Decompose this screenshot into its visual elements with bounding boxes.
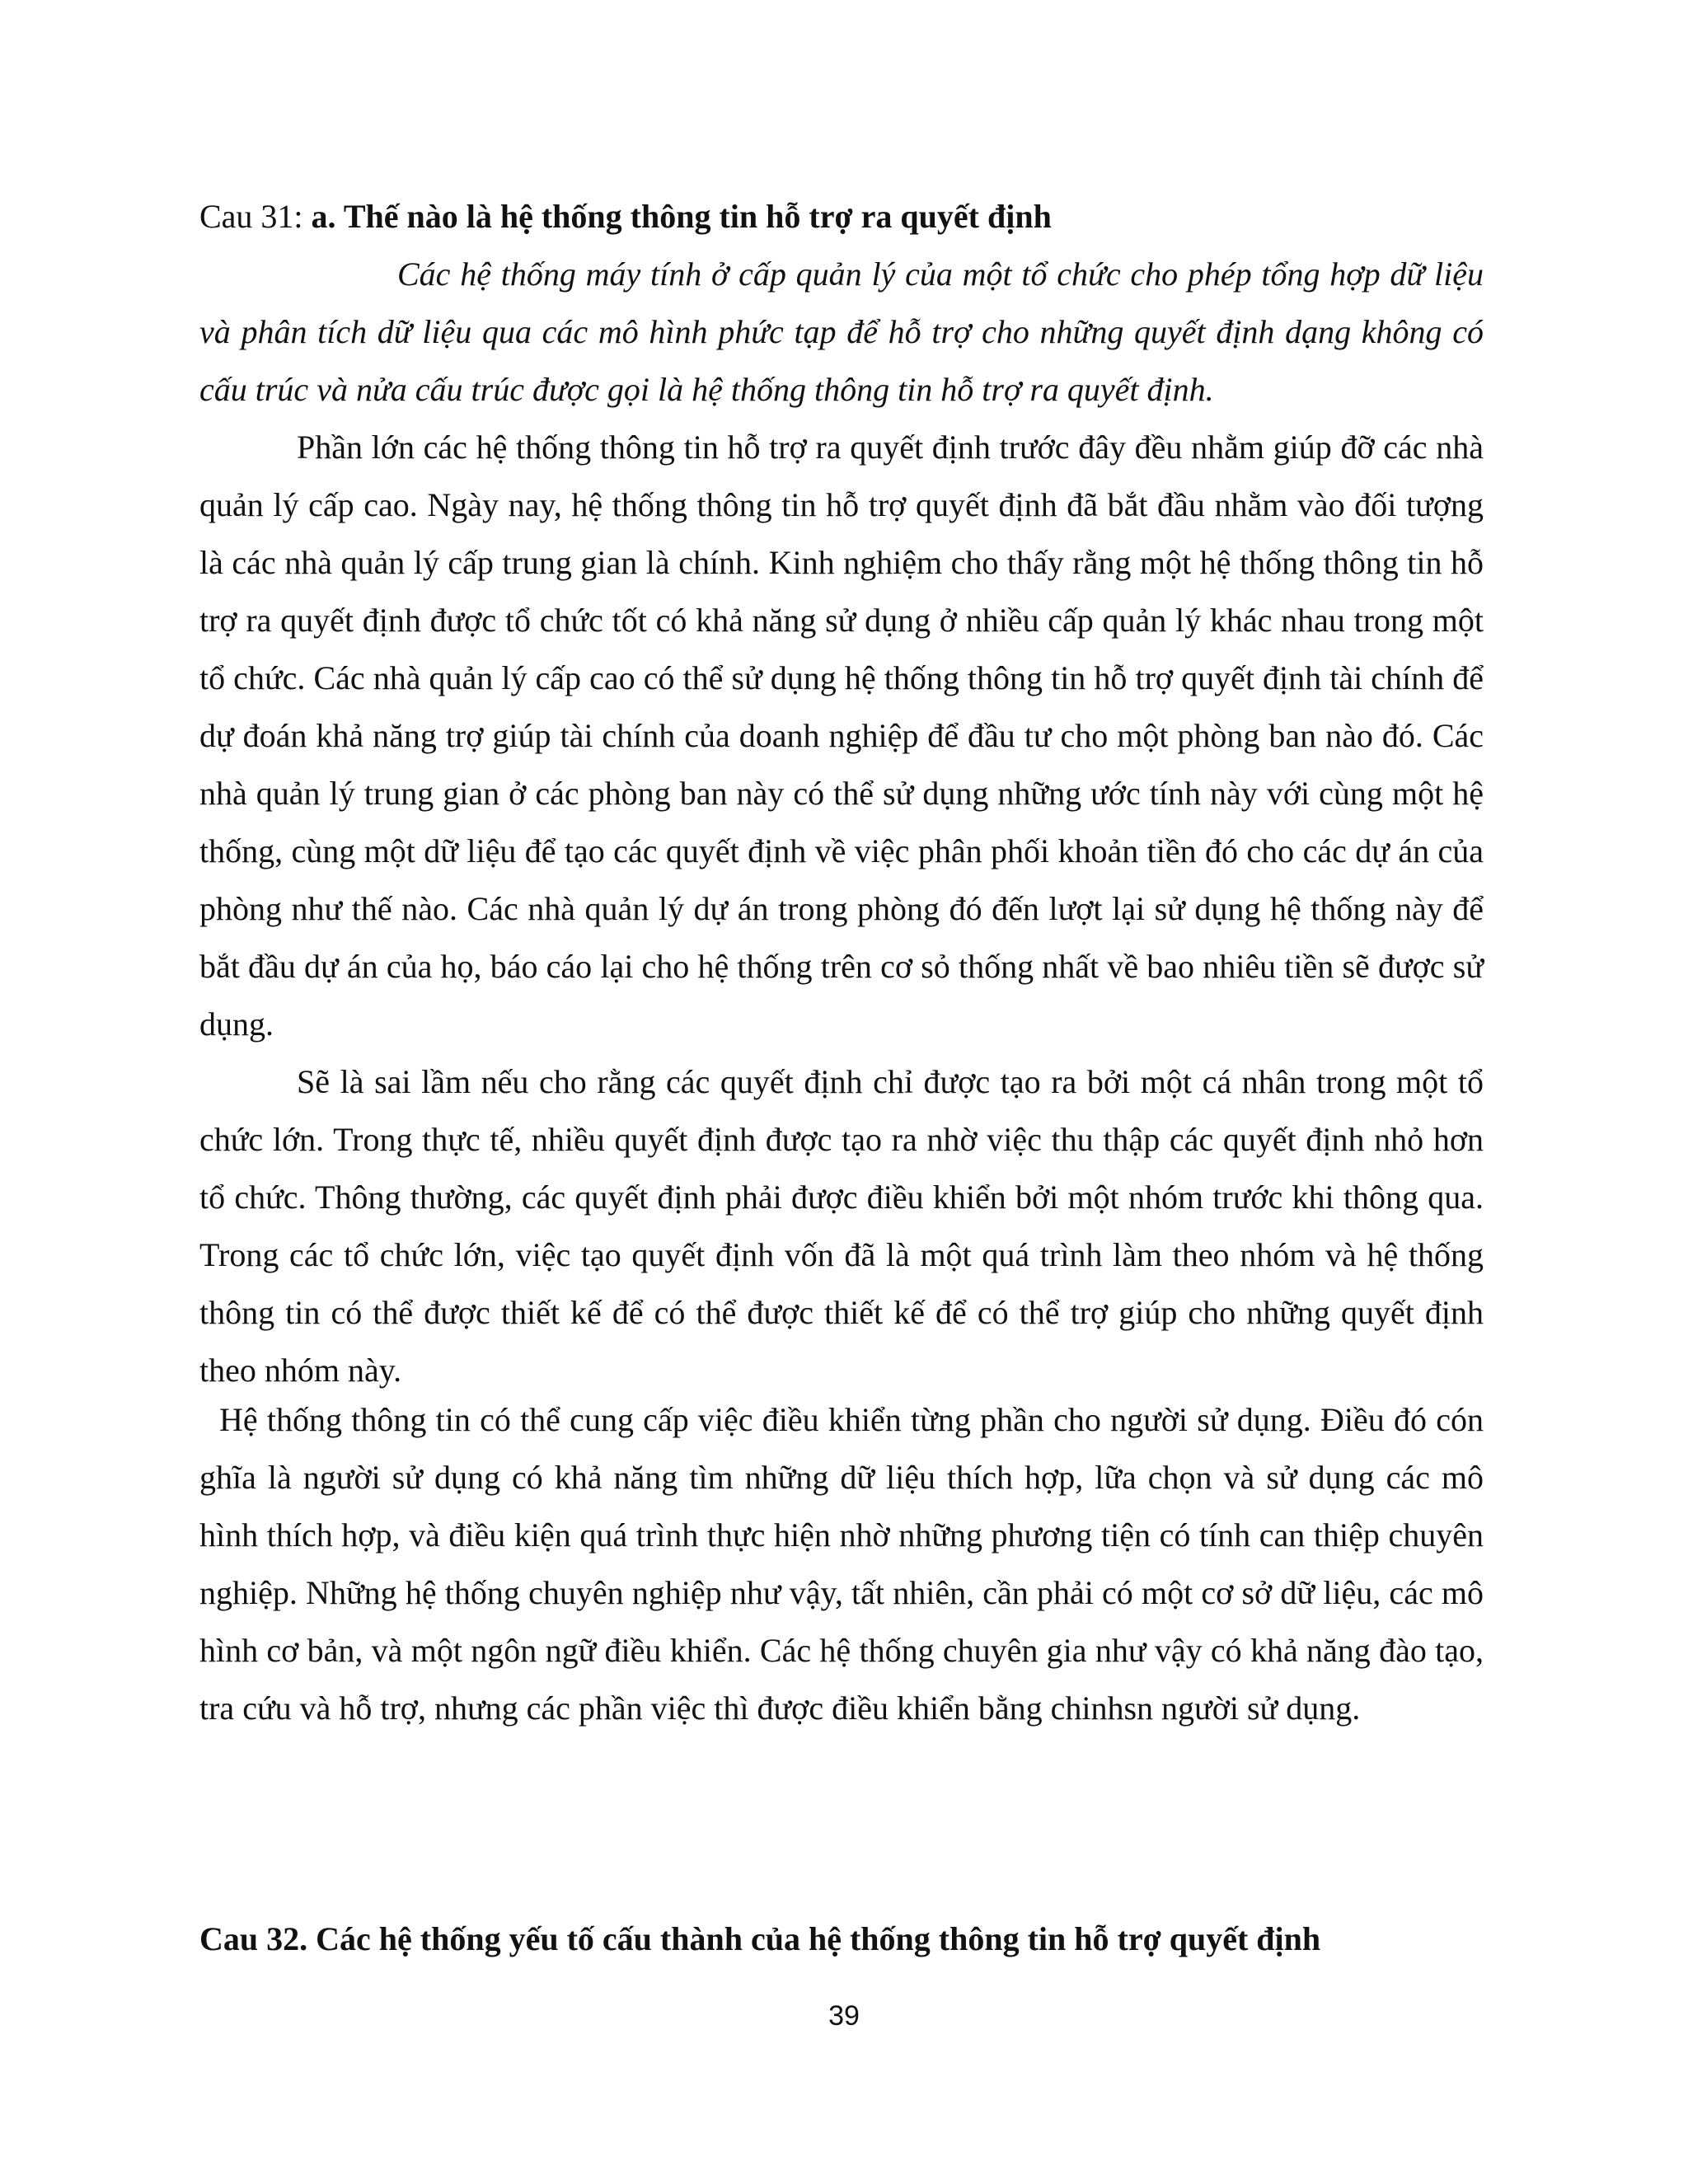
question-31-definition: Các hệ thống máy tính ở cấp quản lý của một tổ chức cho phép tổng hợp dữ liệu và phân tích dữ liệu qua các mô hình phức tạp để hỗ trợ cho những quyết định dạng không có cấu trúc và nửa cấu trúc được gọi là hệ thống thông tin hỗ trợ ra quyết định. xyxy=(199,255,1484,408)
page-number: 39 xyxy=(828,2000,860,2032)
question-31-heading xyxy=(199,188,1484,246)
question-32-heading: Cau 32. Các hệ thống yếu tố cấu thành của hệ thống thông tin hỗ trợ quyết định xyxy=(199,1920,1321,1957)
question-31-paragraph-3: Hệ thống thông tin có thể cung cấp việc điều khiển từng phần cho người sử dụng. Điều đó cón ghĩa là người sử dụng có khả năng tìm những dữ liệu thích hợp, lữa chọn và sử dụng các mô hình thích hợp, và điều kiện quá trình thực hiện nhờ những phương tiện có tính can thiệp chuyên nghiệp. Những hệ thống chuyên nghiệp như vậy, tất nhiên, cần phải có một cơ sở dữ liệu, các mô hình cơ bản, và một ngôn ngữ điều khiển. Các hệ thống chuyên gia như vậy có khả năng đào tạo, tra cứu và hỗ trợ, nhưng các phần việc thì được điều khiển bằng chinhsn người sử dụng. xyxy=(199,1401,1484,1727)
question-31-title: a. Thế nào là hệ thống thông tin hỗ trợ ra quyết định xyxy=(311,198,1052,235)
question-31-prefix: Cau 31: xyxy=(199,198,312,235)
question-31-paragraph-2: Sẽ là sai lầm nếu cho rằng các quyết định chỉ được tạo ra bởi một cá nhân trong một tổ chức lớn. Trong thực tế, nhiều quyết định được tạo ra nhờ việc thu thập các quyết định nhỏ hơn tổ chức. Thông thường, các quyết định phải được điều khiển bởi một nhóm trước khi thông qua. Trong các tổ chức lớn, việc tạo quyết định vốn đã là một quá trình làm theo nhóm và hệ thống thông tin có thể được thiết kế để có thể được thiết kế để có thể trợ giúp cho những quyết định theo nhóm này. xyxy=(199,1063,1484,1389)
question-31-paragraph-1: Phần lớn các hệ thống thông tin hỗ trợ ra quyết định trước đây đều nhằm giúp đỡ các nhà quản lý cấp cao. Ngày nay, hệ thống thông tin hỗ trợ quyết định đã bắt đầu nhằm vào đối tượng là các nhà quản lý cấp trung gian là chính. Kinh nghiệm cho thấy rằng một hệ thống thông tin hỗ trợ ra quyết định được tổ chức tốt có khả năng sử dụng ở nhiều cấp quản lý khác nhau trong một tổ chức. Các nhà quản lý cấp cao có thể sử dụng hệ thống thông tin hỗ trợ quyết định tài chính để dự đoán khả năng trợ giúp tài chính của doanh nghiệp để đầu tư cho một phòng ban nào đó. Các nhà quản lý trung gian ở các phòng ban này có thể sử dụng những ước tính này với cùng một hệ thống, cùng một dữ liệu để tạo các quyết định về việc phân phối khoản tiền đó cho các dự án của phòng như thế nào. Các nhà quản lý dự án trong phòng đó đến lượt lại sử dụng hệ thống này để bắt đầu dự án của họ, báo cáo lại cho hệ thống trên cơ sỏ thống nhất về bao nhiêu tiền sẽ được sử dụng. xyxy=(199,429,1484,1043)
